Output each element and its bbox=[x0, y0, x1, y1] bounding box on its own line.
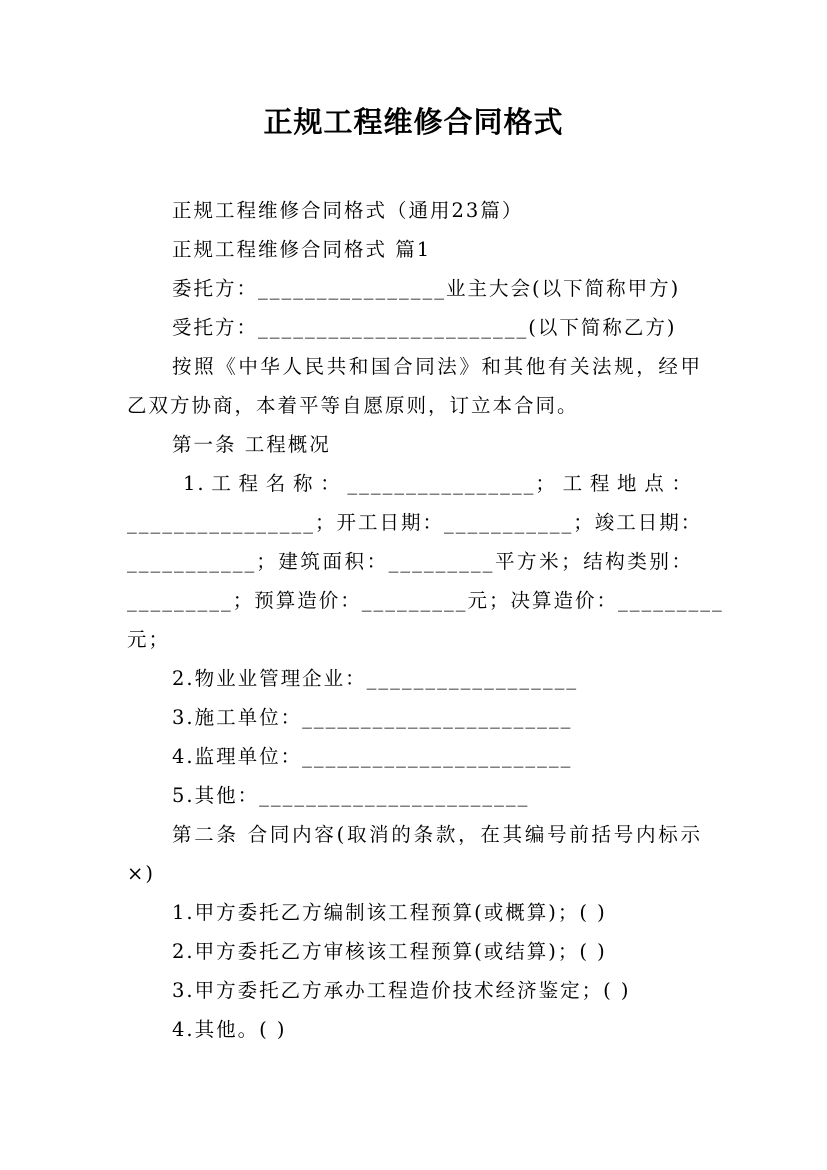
list-item: 1.甲方委托乙方编制该工程预算(或概算)；( ) bbox=[172, 901, 607, 924]
client-line: 委托方：________________业主大会(以下简称甲方) bbox=[172, 277, 681, 300]
contractor-line: 受托方：_______________________(以下简称乙方) bbox=[172, 316, 677, 339]
list-item: 5.其他：_______________________ bbox=[172, 784, 530, 807]
subtitle-line: 正规工程维修合同格式（通用23篇） bbox=[172, 199, 524, 222]
list-item: 2.甲方委托乙方审核该工程预算(或结算)；( ) bbox=[172, 940, 607, 963]
section-heading: 正规工程维修合同格式 篇1 bbox=[172, 238, 432, 261]
list-item: 3.甲方委托乙方承办工程造价技术经济鉴定；( ) bbox=[172, 979, 631, 1002]
paragraph-line: ________________；开工日期：___________；竣工日期： bbox=[127, 511, 703, 534]
paragraph-line: ___________；建筑面积：_________平方米；结构类别： bbox=[127, 550, 693, 573]
paragraph-line: 按照《中华人民共和国合同法》和其他有关法规，经甲 bbox=[172, 355, 702, 378]
paragraph-line: _________；预算造价：_________元；决算造价：_________ bbox=[127, 589, 724, 612]
list-item: 4.监理单位：_______________________ bbox=[172, 745, 573, 768]
article-heading: 第二条 合同内容(取消的条款，在其编号前括号内标示 bbox=[172, 823, 702, 846]
paragraph-line: 乙双方协商，本着平等自愿原则，订立本合同。 bbox=[127, 394, 579, 417]
list-item: 2.物业业管理企业：__________________ bbox=[172, 667, 579, 690]
document-title: 正规工程维修合同格式 bbox=[263, 105, 564, 139]
paragraph-line: 元； bbox=[127, 628, 171, 651]
list-item: 3.施工单位：_______________________ bbox=[172, 706, 573, 729]
paragraph-line: 1.工程名称：________________；工程地点： bbox=[183, 472, 693, 495]
article-heading: 第一条 工程概况 bbox=[172, 433, 331, 456]
paragraph-line: ×) bbox=[127, 862, 155, 885]
list-item: 4.其他。( ) bbox=[172, 1018, 287, 1041]
